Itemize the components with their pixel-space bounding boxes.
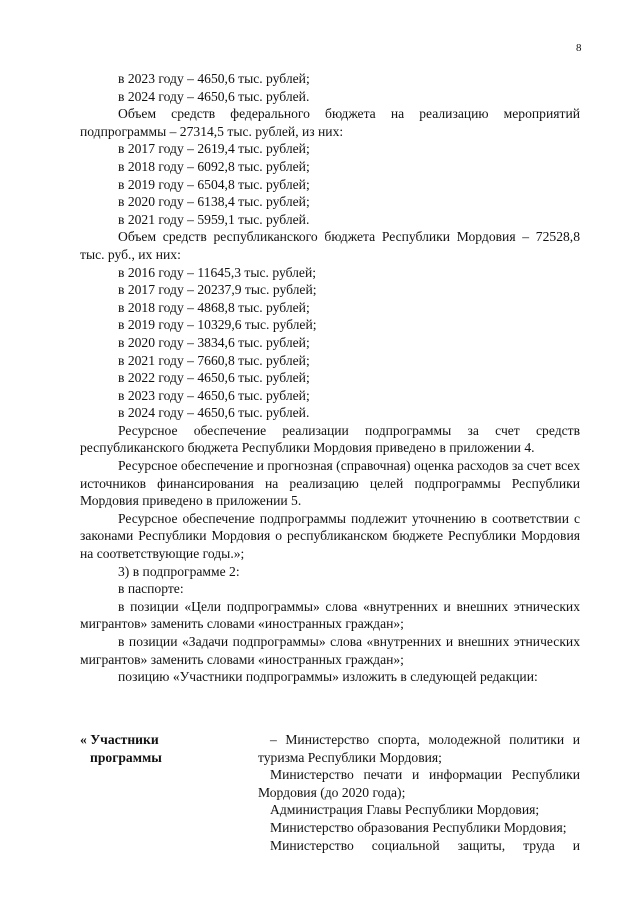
paragraph-resource-1: Ресурсное обеспечение реализации подпрограммы за счет средств республиканского бюджета Республики Мордовия приведено в приложении 4.	[80, 422, 580, 456]
table-label-line: « Участники	[80, 732, 159, 747]
table-label-line: программы	[90, 749, 162, 765]
paragraph-goals: в позиции «Цели подпрограммы» слова «внутренних и внешних этнических мигрантов» заменить словами «иностранных граждан»;	[80, 598, 580, 632]
paragraph-republic-budget: Объем средств республиканского бюджета Республики Мордовия – 72528,8 тыс. руб., их них:	[80, 229, 580, 262]
participant-item: Министерство печати и информации Республики Мордовия (до 2020 года);	[258, 767, 580, 800]
table-dash: –	[270, 732, 277, 747]
list-item: в 2022 году – 4650,6 тыс. рублей;	[118, 370, 310, 386]
list-item: в 2021 году – 7660,8 тыс. рублей;	[118, 352, 310, 368]
paragraph-participants: позицию «Участники подпрограммы» изложить в следующей редакции:	[118, 669, 538, 685]
list-item: в 2017 году – 2619,4 тыс. рублей;	[118, 141, 310, 157]
list-item: в 2018 году – 6092,8 тыс. рублей;	[118, 158, 310, 174]
passport-line: в паспорте:	[118, 581, 184, 597]
paragraph-federal-budget: Объем средств федерального бюджета на реализацию мероприятий подпрограммы – 27314,5 тыс. рублей, из них:	[80, 106, 580, 139]
list-item: в 2019 году – 10329,6 тыс. рублей;	[118, 317, 317, 333]
list-item: в 2016 году – 11645,3 тыс. рублей;	[118, 264, 317, 280]
list-item: в 2024 году – 4650,6 тыс. рублей.	[118, 405, 310, 421]
paragraph-resource-3: Ресурсное обеспечение подпрограммы подлежит уточнению в соответствии с законами Республики Мордовия о республиканском бюджете Республики Мордовия на соответствующие годы.»;	[80, 510, 580, 562]
list-item: в 2023 году – 4650,6 тыс. рублей;	[118, 387, 310, 403]
paragraph-tasks: в позиции «Задачи подпрограммы» слова «внутренних и внешних этнических мигрантов» заменить словами «иностранных граждан»;	[80, 634, 580, 667]
text-line: в 2024 году – 4650,6 тыс. рублей.	[118, 88, 310, 104]
document-body	[80, 70, 580, 686]
participant-item: Министерство образования Республики Мордовия;	[270, 819, 567, 835]
list-item: в 2019 году – 6504,8 тыс. рублей;	[118, 176, 310, 192]
table-values	[258, 731, 580, 854]
participant-item: Администрация Главы Республики Мордовия;	[270, 802, 540, 818]
participant-item: – Министерство спорта, молодежной политики и туризма Республики Мордовия;	[258, 732, 580, 765]
list-item: в 2020 году – 6138,4 тыс. рублей;	[118, 194, 310, 210]
subprogram-item: 3) в подпрограмме 2:	[118, 563, 240, 579]
list-item: в 2020 году – 3834,6 тыс. рублей;	[118, 334, 310, 350]
list-item: в 2021 году – 5959,1 тыс. рублей.	[118, 211, 310, 227]
page-number: 8	[576, 42, 582, 54]
text-line: в 2023 году – 4650,6 тыс. рублей;	[118, 71, 310, 86]
table-label	[80, 731, 250, 766]
participant-item: Министерство социальной защиты, труда и	[270, 837, 580, 853]
list-item: в 2017 году – 20237,9 тыс. рублей;	[118, 282, 317, 298]
paragraph-resource-2: Ресурсное обеспечение и прогнозная (справочная) оценка расходов за счет всех источников финансирования на реализацию целей подпрограммы Республики Мордовия приведено в приложении 5.	[80, 458, 581, 509]
list-item: в 2018 году – 4868,8 тыс. рублей;	[118, 299, 310, 315]
